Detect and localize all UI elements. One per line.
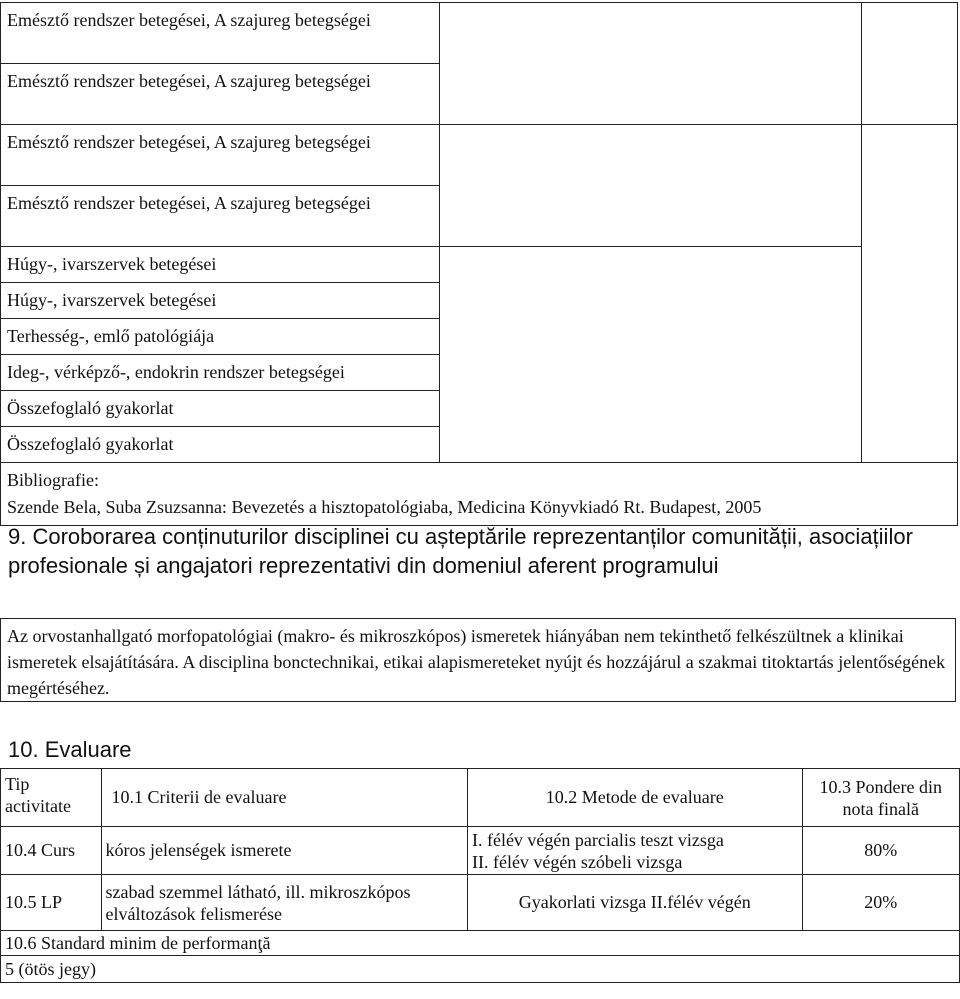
course-label: 10.4 Curs [1,827,102,875]
header-methods: 10.2 Metode de evaluare [467,769,802,827]
section-9-title: 9. Coroborarea conținuturilor disciplinei cu așteptările reprezentanților comunității, asociațiilor profesionale și angajatori reprezentativi din domeniul aferent programului [8,524,913,578]
empty-cell [440,3,862,125]
topic-text: Emésztő rendszer betegései, A szajureg betegségei [7,10,371,30]
section-10-title: 10. Evaluare [8,737,132,762]
topic-text: Emésztő rendszer betegései, A szajureg betegségei [7,71,371,91]
section-9-body: Az orvostanhallgató morfopatológiai (makro- és mikroszkópos) ismeretek hiányában nem tekinthető felkészültnek a klinikai ismeretek elsajátítására. A disciplina bonctechnikai, etikai alapismereteket nyújt és hozzájárul a szakmai titoktartás jelentőségének megértéséhez. [0,618,956,702]
topic-cell [1,247,440,283]
empty-cell [862,3,958,125]
topic-cell [1,64,440,125]
topic-text: Húgy-, ivarszervek betegései [7,290,217,310]
topic-text: Emésztő rendszer betegései, A szajureg betegségei [7,132,371,152]
lab-criteria: szabad szemmel látható, ill. mikroszkópos elváltozások felismerése [101,875,467,931]
topic-cell [1,125,440,186]
header-criteria: 10.1 Criterii de evaluare [101,769,467,827]
topic-text: Összefoglaló gyakorlat [7,434,174,454]
empty-cell [440,247,862,463]
lab-weight: 20% [802,875,959,931]
topic-cell [1,3,440,64]
evaluation-table [0,768,960,983]
course-method-1: I. félév végén parcialis teszt vizsga [471,829,724,850]
course-criteria: kóros jelenségek ismerete [101,827,467,875]
topic-cell [1,391,440,427]
topic-cell [1,319,440,355]
empty-cell [862,125,958,463]
topic-text: Ideg-, vérképző-, endokrin rendszer betegségei [7,362,345,382]
course-methods [467,827,802,875]
header-weight: 10.3 Pondere din nota finală [802,769,959,827]
course-method-2: II. félév végén szóbeli vizsga [471,851,683,872]
header-type: Tip activitate [1,769,102,827]
topic-cell [1,283,440,319]
topic-text: Emésztő rendszer betegései, A szajureg betegségei [7,193,371,213]
topic-cell [1,186,440,247]
schedule-table [0,2,958,526]
topic-cell [1,355,440,391]
standard-value: 5 (ötös jegy) [1,956,960,983]
topic-cell [1,427,440,463]
bibliography-text: Szende Bela, Suba Zsuzsanna: Bevezetés a hisztopatológiaba, Medicina Könyvkiadó Rt. Budapest, 2005 [7,497,762,517]
lab-label: 10.5 LP [1,875,102,931]
standard-label: 10.6 Standard minim de performanţă [1,931,960,956]
topic-text: Terhesség-, emlő patológiája [7,326,215,346]
empty-cell [440,125,862,247]
bibliography-cell [1,463,958,526]
lab-method: Gyakorlati vizsga II.félév végén [467,875,802,931]
course-weight: 80% [802,827,959,875]
bibliography-label: Bibliografie: [7,470,99,490]
topic-text: Húgy-, ivarszervek betegései [7,254,217,274]
topic-text: Összefoglaló gyakorlat [7,398,174,418]
